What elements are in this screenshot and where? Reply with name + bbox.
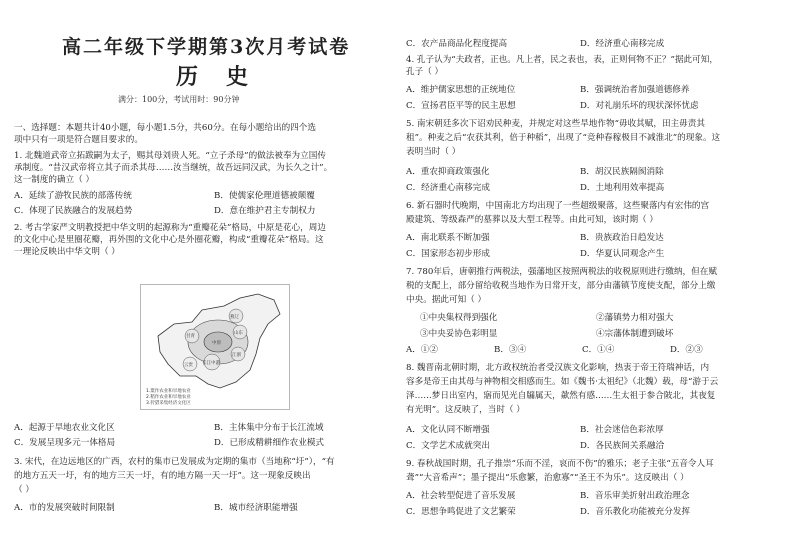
map-legend: 3.狩猎采集经济文化区 (146, 401, 191, 406)
q5-stem: 表明当时（ ） (406, 147, 461, 157)
q8-stem: 有光明”。这反映了，当时（ ） (406, 405, 525, 415)
q5-option-b[interactable]: B．胡汉民族隔阂消除 (580, 167, 664, 177)
subject-title: 历史 (176, 64, 277, 90)
q1-option-a[interactable]: A．延续了游牧民族的部落传统 (14, 191, 132, 201)
q2-option-a[interactable]: A．起源于旱地农业文化区 (14, 423, 115, 433)
q7-item-1: ①中央集权得到强化 (420, 313, 498, 323)
q8-option-d[interactable]: D．各民族间关系融洽 (580, 441, 665, 451)
q7-item-3: ③中央妥协色彩明显 (420, 329, 498, 339)
q2-stem: 一理论反映出中华文明（ ） (14, 247, 120, 257)
q4-option-d[interactable]: D．对礼崩乐坏的现状深怀忧虑 (580, 101, 699, 111)
q9-option-b[interactable]: B．音乐审美折射出政治理念 (580, 491, 690, 501)
q9-option-d[interactable]: D．音乐教化功能被充分发挥 (580, 507, 691, 517)
q5-stem: 租”。种麦之后“农获其利，倍于种稻”，出现了“竞种春稼极目不减淮北”的现象。这 (406, 133, 721, 143)
q3-option-d[interactable]: D．经济重心南移完成 (580, 39, 665, 49)
q7-stem: 中央。据此可知（ ） (406, 295, 487, 305)
exam-meta: 满分：100分，考试用时：90分钟 (118, 95, 240, 104)
intro-line: 项中只有一项是符合题目要求的。 (14, 135, 143, 145)
q5-stem: 5. 南宋朝廷多次下诏劝民种麦，并规定对这些旱地作物“毋收其赋，田主毋责其 (406, 119, 705, 129)
q7-option-c[interactable]: C．①④ (582, 345, 615, 355)
q5-option-d[interactable]: D．土地利用效率提高 (580, 183, 665, 193)
q6-stem: 6. 新石器时代晚期，中国南北方均出现了一些超级聚落，这些聚落内有宏伟的宫 (406, 201, 710, 211)
q9-option-c[interactable]: C．思想争鸣促进了文艺繁荣 (406, 507, 516, 517)
q7-option-d[interactable]: D．②③ (670, 345, 703, 355)
q6-option-b[interactable]: B．贵族政治日趋发达 (580, 233, 664, 243)
map-label: 云贵 (184, 363, 193, 368)
q7-option-a[interactable]: A．①② (406, 345, 438, 355)
map-legend: 2.稻作农业和旱地农业 (146, 395, 191, 400)
q6-option-c[interactable]: C．国家形态初步形成 (406, 249, 490, 259)
q9-stem: 聋”“大音希声”；墨子提出“乐愈繁，治愈寡”“圣王不为乐”。这反映出（ ） (406, 473, 689, 483)
q1-stem: 这一制度的确立（ ） (14, 175, 95, 185)
q6-option-a[interactable]: A．南北联系不断加强 (406, 233, 490, 243)
q7-item-2: ②藩镇势力相对强大 (596, 313, 674, 323)
q3-option-c[interactable]: C．农产品商品化程度提高 (406, 39, 508, 49)
q6-stem: 殿建筑、等级森严的墓葬以及大型工程等。由此可知，该时期（ ） (406, 215, 658, 225)
china-culture-map (140, 284, 290, 410)
q8-stem: 容多是帝王由其母与神物相交相感而生。如《魏书·太祖纪》（北魏）载，母“游于云 (406, 377, 719, 387)
q2-stem: 2. 考古学家严文明教授把中华文明的起源称为“重瓣花朵”格局，中原是花心，周边 (14, 223, 326, 233)
q8-stem: 泽……梦日出室内，寤而见光自牖属天，歘然有感……生太祖于参合陂北，其夜复 (406, 391, 716, 401)
q7-item-4: ④宗藩体制遭到破坏 (596, 329, 674, 339)
q4-option-c[interactable]: C．宣扬君臣平等的民主思想 (406, 101, 516, 111)
q7-stem: 7. 780年后，唐朝推行两税法，强藩地区按照两税法的收税原则进行缴纳，但在赋 (406, 267, 717, 277)
map-label: 燕辽 (230, 315, 239, 320)
q8-option-a[interactable]: A．文化认同不断增强 (406, 425, 490, 435)
q8-option-c[interactable]: C．文学艺术成就突出 (406, 441, 490, 451)
q7-option-b[interactable]: B．③④ (494, 345, 527, 355)
map-legend: 1.粟作农业和旱地农业 (146, 389, 191, 394)
q3-stem: （ ） (14, 485, 34, 495)
q8-stem: 8. 魏晋南北朝时期，北方政权统治者受汉族文化影响，热衷于帝王符瑞神话，内 (406, 363, 710, 373)
q1-option-b[interactable]: B．使儒家伦理道德被颠覆 (214, 191, 315, 201)
map-label: 江浙 (232, 353, 241, 358)
q5-option-c[interactable]: C．经济重心南移完成 (406, 183, 490, 193)
exam-title: 高二年级下学期第3次月考试卷 (62, 36, 351, 58)
q3-stem: 3. 宋代，在边远地区的广西，农村的集市已发展成为定期的集市（当地称“圩”），“有 (14, 457, 335, 467)
q2-option-b[interactable]: B．主体集中分布于长江流域 (214, 423, 324, 433)
q7-stem: 税的支配上，部分留给收税当地作为日常开支，部分由藩镇节度使支配，部分上缴 (406, 281, 716, 291)
q1-stem: 承制度。“昔汉武帝将立其子而杀其母……汝当继统，故吾远同汉武，为长久之计”。 (14, 163, 333, 173)
map-label: 甘青 (186, 334, 195, 339)
q1-option-c[interactable]: C．体现了民族融合的发展趋势 (14, 206, 133, 216)
map-label: 中原 (212, 341, 221, 346)
q8-option-b[interactable]: B．社会迷信色彩浓厚 (580, 425, 664, 435)
intro-line: 一、选择题：本题共计40小题，每小题1.5分，共60分。在每小题给出的四个选 (14, 123, 316, 133)
q3-option-a[interactable]: A．市的发展突破时间限制 (14, 503, 115, 513)
q6-option-d[interactable]: D．华夏认同观念产生 (580, 249, 665, 259)
q4-stem: 4. 孔子认为“夫政者，正也。凡上者，民之表也，表，正则何物不正？”据此可知， (406, 55, 718, 65)
q9-stem: 9. 春秋战国时期，孔子推崇“乐而不淫，哀而不伤”的雅乐；老子主张“五音令人耳 (406, 459, 714, 469)
q2-stem: 的文化中心是里圈花瓣，再外围的文化中心是外圈花瓣，构成“重瓣花朵”格局。这 (14, 235, 324, 245)
q2-option-d[interactable]: D．已形成精耕细作农业模式 (214, 438, 325, 448)
map-label: 长江中游 (202, 361, 220, 366)
q2-option-c[interactable]: C．发展呈现多元一体格局 (14, 438, 116, 448)
q9-option-a[interactable]: A．社会转型促进了音乐发展 (406, 491, 516, 501)
q1-option-d[interactable]: D．意在维护君主专制权力 (214, 206, 316, 216)
q4-stem: 孔子（ ） (406, 67, 444, 77)
q3-option-b[interactable]: B．城市经济职能增强 (214, 503, 298, 513)
map-label: 山东 (234, 331, 243, 336)
q5-option-a[interactable]: A．重农抑商政策强化 (406, 167, 490, 177)
q1-stem: 1. 北魏道武帝立拓跋嗣为太子，赐其母刘贵人死。“立子杀母”的做法被奉为立国传 (14, 151, 326, 161)
q4-option-a[interactable]: A．维护儒家思想的正统地位 (406, 85, 516, 95)
q3-stem: 的地方五天一圩，有的地方三天一圩，有的地方隔一天一圩”。这一现象反映出 (14, 471, 311, 481)
q4-option-b[interactable]: B．强调统治者加强道德修养 (580, 85, 690, 95)
